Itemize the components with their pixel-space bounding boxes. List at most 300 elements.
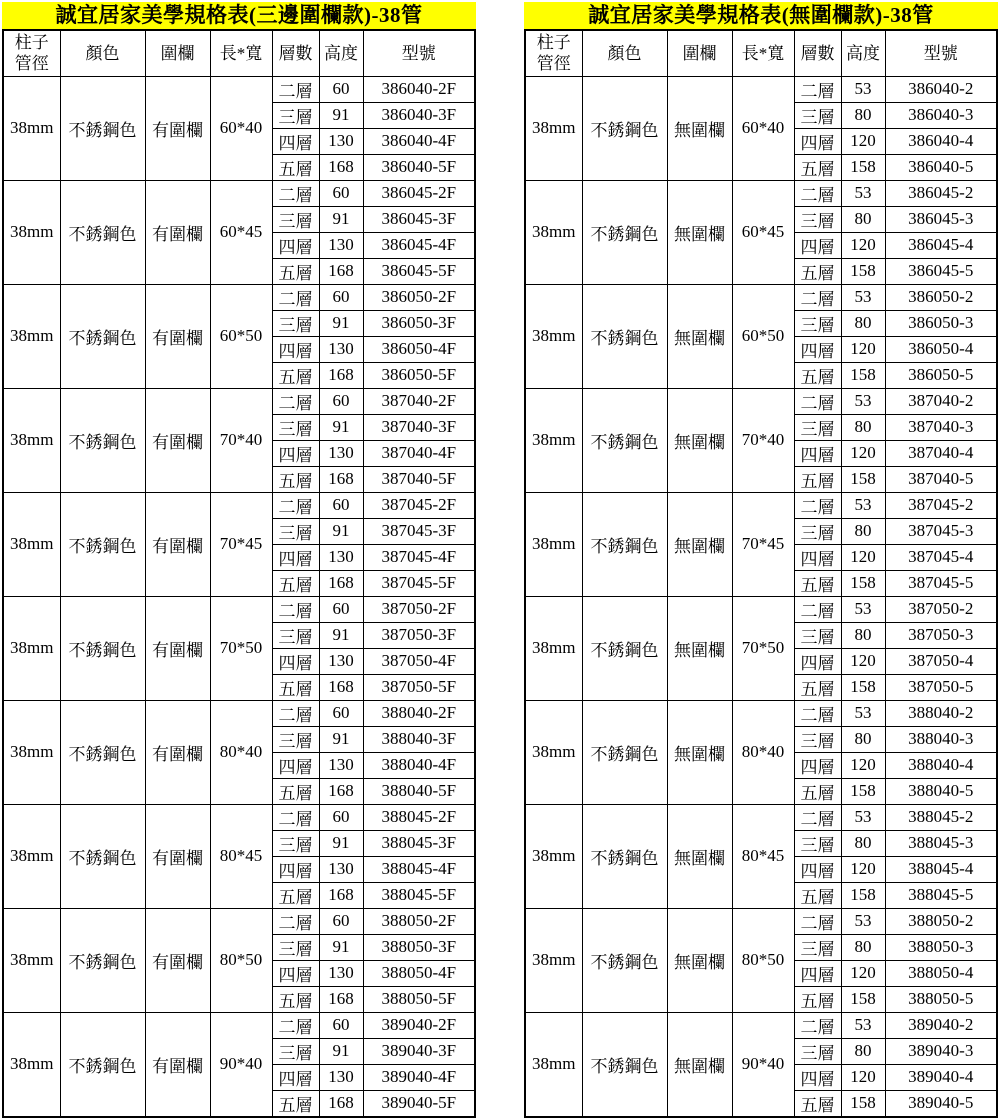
cell-fence: 有圍欄 bbox=[145, 700, 210, 804]
cell-model: 388045-3F bbox=[363, 830, 475, 856]
cell-color: 不銹鋼色 bbox=[60, 492, 145, 596]
table-body-fenced bbox=[3, 76, 475, 1117]
table-row bbox=[3, 596, 475, 622]
cell-height: 120 bbox=[841, 128, 885, 154]
cell-height: 120 bbox=[841, 648, 885, 674]
cell-size: 60*45 bbox=[732, 180, 794, 284]
cell-model: 388040-3 bbox=[885, 726, 997, 752]
cell-height: 158 bbox=[841, 466, 885, 492]
cell-color: 不銹鋼色 bbox=[60, 908, 145, 1012]
cell-size: 70*50 bbox=[732, 596, 794, 700]
cell-height: 120 bbox=[841, 544, 885, 570]
cell-pillar-diameter: 38mm bbox=[3, 700, 60, 804]
table-title-unfenced: 誠宜居家美學規格表(無圍欄款)-38管 bbox=[524, 2, 998, 29]
cell-height: 91 bbox=[319, 414, 363, 440]
cell-height: 60 bbox=[319, 908, 363, 934]
cell-model: 386040-4 bbox=[885, 128, 997, 154]
cell-height: 60 bbox=[319, 76, 363, 102]
cell-model: 386045-2F bbox=[363, 180, 475, 206]
cell-pillar-diameter: 38mm bbox=[525, 804, 582, 908]
cell-fence: 有圍欄 bbox=[145, 180, 210, 284]
cell-fence: 無圍欄 bbox=[667, 596, 732, 700]
cell-size: 80*45 bbox=[732, 804, 794, 908]
cell-color: 不銹鋼色 bbox=[582, 388, 667, 492]
cell-model: 388040-4F bbox=[363, 752, 475, 778]
table-row bbox=[3, 804, 475, 830]
cell-layers: 二層 bbox=[272, 388, 319, 414]
cell-height: 91 bbox=[319, 206, 363, 232]
cell-layers: 五層 bbox=[272, 258, 319, 284]
cell-color: 不銹鋼色 bbox=[60, 76, 145, 180]
cell-fence: 有圍欄 bbox=[145, 908, 210, 1012]
cell-layers: 四層 bbox=[272, 648, 319, 674]
cell-layers: 五層 bbox=[272, 570, 319, 596]
cell-height: 60 bbox=[319, 492, 363, 518]
cell-layers: 五層 bbox=[794, 362, 841, 388]
spec-grid-fenced bbox=[2, 29, 476, 1118]
cell-layers: 三層 bbox=[272, 622, 319, 648]
cell-fence: 無圍欄 bbox=[667, 180, 732, 284]
cell-model: 388040-2F bbox=[363, 700, 475, 726]
cell-model: 387050-2F bbox=[363, 596, 475, 622]
cell-layers: 四層 bbox=[794, 128, 841, 154]
cell-height: 168 bbox=[319, 778, 363, 804]
cell-size: 70*45 bbox=[732, 492, 794, 596]
cell-pillar-diameter: 38mm bbox=[3, 908, 60, 1012]
table-row bbox=[3, 180, 475, 206]
cell-model: 386050-2 bbox=[885, 284, 997, 310]
table-body-unfenced bbox=[525, 76, 997, 1117]
cell-height: 158 bbox=[841, 258, 885, 284]
cell-height: 130 bbox=[319, 648, 363, 674]
cell-height: 168 bbox=[319, 466, 363, 492]
cell-color: 不銹鋼色 bbox=[582, 1012, 667, 1117]
cell-fence: 有圍欄 bbox=[145, 1012, 210, 1117]
cell-fence: 無圍欄 bbox=[667, 388, 732, 492]
cell-height: 168 bbox=[319, 882, 363, 908]
cell-model: 386050-2F bbox=[363, 284, 475, 310]
cell-layers: 三層 bbox=[272, 1038, 319, 1064]
cell-height: 168 bbox=[319, 674, 363, 700]
cell-height: 158 bbox=[841, 778, 885, 804]
cell-model: 389040-4 bbox=[885, 1064, 997, 1090]
table-row bbox=[525, 1012, 997, 1038]
cell-layers: 四層 bbox=[272, 232, 319, 258]
cell-layers: 三層 bbox=[794, 310, 841, 336]
cell-layers: 五層 bbox=[794, 570, 841, 596]
cell-height: 53 bbox=[841, 180, 885, 206]
cell-layers: 三層 bbox=[794, 726, 841, 752]
cell-layers: 二層 bbox=[272, 180, 319, 206]
cell-pillar-diameter: 38mm bbox=[525, 908, 582, 1012]
header-color: 顏色 bbox=[60, 30, 145, 76]
cell-model: 387045-2F bbox=[363, 492, 475, 518]
cell-height: 168 bbox=[319, 258, 363, 284]
cell-height: 80 bbox=[841, 934, 885, 960]
cell-fence: 有圍欄 bbox=[145, 284, 210, 388]
cell-height: 80 bbox=[841, 206, 885, 232]
header-pillar-diameter bbox=[3, 30, 60, 76]
header-color: 顏色 bbox=[582, 30, 667, 76]
cell-fence: 有圍欄 bbox=[145, 804, 210, 908]
cell-layers: 五層 bbox=[794, 466, 841, 492]
cell-color: 不銹鋼色 bbox=[582, 284, 667, 388]
cell-height: 120 bbox=[841, 856, 885, 882]
cell-model: 388040-3F bbox=[363, 726, 475, 752]
cell-model: 388040-5 bbox=[885, 778, 997, 804]
cell-layers: 二層 bbox=[272, 76, 319, 102]
cell-pillar-diameter: 38mm bbox=[525, 1012, 582, 1117]
cell-model: 389040-4F bbox=[363, 1064, 475, 1090]
cell-height: 53 bbox=[841, 596, 885, 622]
cell-layers: 五層 bbox=[794, 674, 841, 700]
cell-fence: 無圍欄 bbox=[667, 908, 732, 1012]
cell-height: 158 bbox=[841, 570, 885, 596]
cell-model: 387040-2 bbox=[885, 388, 997, 414]
cell-model: 387050-3 bbox=[885, 622, 997, 648]
cell-model: 388040-4 bbox=[885, 752, 997, 778]
cell-model: 388050-4F bbox=[363, 960, 475, 986]
cell-layers: 五層 bbox=[272, 778, 319, 804]
spec-table-unfenced bbox=[524, 2, 998, 1118]
cell-layers: 四層 bbox=[794, 1064, 841, 1090]
cell-layers: 四層 bbox=[794, 440, 841, 466]
cell-model: 386045-3 bbox=[885, 206, 997, 232]
cell-height: 120 bbox=[841, 960, 885, 986]
header-pillar-diameter-line2: 管徑 bbox=[14, 54, 49, 74]
cell-pillar-diameter: 38mm bbox=[3, 76, 60, 180]
cell-height: 158 bbox=[841, 986, 885, 1012]
cell-model: 387040-4F bbox=[363, 440, 475, 466]
spec-table-fenced bbox=[2, 2, 476, 1118]
cell-color: 不銹鋼色 bbox=[60, 388, 145, 492]
cell-model: 388045-5 bbox=[885, 882, 997, 908]
cell-layers: 三層 bbox=[272, 518, 319, 544]
cell-model: 387045-4F bbox=[363, 544, 475, 570]
cell-height: 130 bbox=[319, 1064, 363, 1090]
cell-model: 388045-2F bbox=[363, 804, 475, 830]
table-row bbox=[525, 804, 997, 830]
cell-size: 60*50 bbox=[732, 284, 794, 388]
cell-model: 387040-5 bbox=[885, 466, 997, 492]
cell-height: 91 bbox=[319, 102, 363, 128]
cell-model: 386050-5 bbox=[885, 362, 997, 388]
cell-size: 70*40 bbox=[732, 388, 794, 492]
cell-color: 不銹鋼色 bbox=[60, 284, 145, 388]
cell-layers: 四層 bbox=[794, 752, 841, 778]
cell-height: 91 bbox=[319, 622, 363, 648]
cell-layers: 五層 bbox=[272, 1090, 319, 1117]
cell-height: 60 bbox=[319, 804, 363, 830]
table-row bbox=[525, 180, 997, 206]
cell-model: 386045-4 bbox=[885, 232, 997, 258]
cell-size: 70*40 bbox=[210, 388, 272, 492]
cell-height: 120 bbox=[841, 752, 885, 778]
header-size: 長*寬 bbox=[732, 30, 794, 76]
cell-model: 387050-5 bbox=[885, 674, 997, 700]
cell-height: 53 bbox=[841, 700, 885, 726]
cell-model: 387050-5F bbox=[363, 674, 475, 700]
cell-layers: 四層 bbox=[794, 856, 841, 882]
cell-size: 80*50 bbox=[732, 908, 794, 1012]
cell-color: 不銹鋼色 bbox=[60, 180, 145, 284]
cell-color: 不銹鋼色 bbox=[582, 596, 667, 700]
cell-model: 386040-5F bbox=[363, 154, 475, 180]
cell-height: 130 bbox=[319, 440, 363, 466]
cell-layers: 二層 bbox=[794, 804, 841, 830]
cell-layers: 四層 bbox=[272, 128, 319, 154]
cell-model: 387045-3F bbox=[363, 518, 475, 544]
cell-layers: 二層 bbox=[794, 1012, 841, 1038]
cell-height: 60 bbox=[319, 284, 363, 310]
cell-model: 388050-5 bbox=[885, 986, 997, 1012]
cell-size: 90*40 bbox=[732, 1012, 794, 1117]
cell-height: 91 bbox=[319, 726, 363, 752]
cell-layers: 二層 bbox=[272, 492, 319, 518]
cell-layers: 二層 bbox=[794, 76, 841, 102]
cell-color: 不銹鋼色 bbox=[582, 908, 667, 1012]
cell-model: 389040-5F bbox=[363, 1090, 475, 1117]
cell-layers: 三層 bbox=[272, 726, 319, 752]
cell-height: 53 bbox=[841, 1012, 885, 1038]
cell-layers: 四層 bbox=[272, 544, 319, 570]
cell-layers: 五層 bbox=[794, 986, 841, 1012]
cell-model: 386045-3F bbox=[363, 206, 475, 232]
header-pillar-diameter-line2: 管徑 bbox=[536, 54, 571, 74]
cell-size: 90*40 bbox=[210, 1012, 272, 1117]
header-fence: 圍欄 bbox=[145, 30, 210, 76]
cell-model: 386045-2 bbox=[885, 180, 997, 206]
cell-height: 53 bbox=[841, 908, 885, 934]
table-row bbox=[3, 76, 475, 102]
cell-model: 388045-2 bbox=[885, 804, 997, 830]
cell-model: 386050-5F bbox=[363, 362, 475, 388]
cell-height: 80 bbox=[841, 1038, 885, 1064]
table-row bbox=[525, 908, 997, 934]
cell-color: 不銹鋼色 bbox=[60, 1012, 145, 1117]
cell-pillar-diameter: 38mm bbox=[525, 76, 582, 180]
cell-model: 388045-3 bbox=[885, 830, 997, 856]
cell-layers: 三層 bbox=[272, 830, 319, 856]
header-pillar-diameter bbox=[525, 30, 582, 76]
header-row bbox=[525, 30, 997, 76]
cell-height: 158 bbox=[841, 1090, 885, 1117]
table-row bbox=[525, 492, 997, 518]
table-row bbox=[3, 700, 475, 726]
cell-model: 388050-2F bbox=[363, 908, 475, 934]
table-row bbox=[525, 596, 997, 622]
table-row bbox=[3, 908, 475, 934]
cell-model: 388045-4 bbox=[885, 856, 997, 882]
cell-model: 386040-3 bbox=[885, 102, 997, 128]
cell-fence: 無圍欄 bbox=[667, 492, 732, 596]
cell-height: 91 bbox=[319, 310, 363, 336]
cell-layers: 四層 bbox=[794, 960, 841, 986]
cell-model: 386050-3 bbox=[885, 310, 997, 336]
cell-model: 389040-3F bbox=[363, 1038, 475, 1064]
cell-layers: 二層 bbox=[794, 700, 841, 726]
cell-layers: 二層 bbox=[272, 804, 319, 830]
cell-layers: 四層 bbox=[272, 440, 319, 466]
cell-model: 387040-2F bbox=[363, 388, 475, 414]
cell-pillar-diameter: 38mm bbox=[3, 284, 60, 388]
cell-height: 130 bbox=[319, 752, 363, 778]
cell-layers: 三層 bbox=[794, 1038, 841, 1064]
table-row bbox=[3, 388, 475, 414]
header-height: 高度 bbox=[841, 30, 885, 76]
cell-layers: 二層 bbox=[794, 180, 841, 206]
table-row bbox=[3, 1012, 475, 1038]
cell-color: 不銹鋼色 bbox=[60, 804, 145, 908]
cell-layers: 四層 bbox=[794, 232, 841, 258]
cell-height: 168 bbox=[319, 1090, 363, 1117]
cell-layers: 二層 bbox=[272, 284, 319, 310]
table-row bbox=[525, 76, 997, 102]
cell-model: 386050-4 bbox=[885, 336, 997, 362]
cell-model: 386045-5F bbox=[363, 258, 475, 284]
cell-fence: 無圍欄 bbox=[667, 284, 732, 388]
cell-model: 388050-3F bbox=[363, 934, 475, 960]
cell-height: 80 bbox=[841, 830, 885, 856]
header-pillar-diameter-line1: 柱子 bbox=[536, 33, 571, 53]
cell-layers: 三層 bbox=[794, 102, 841, 128]
cell-layers: 三層 bbox=[794, 830, 841, 856]
cell-model: 389040-3 bbox=[885, 1038, 997, 1064]
cell-size: 80*40 bbox=[210, 700, 272, 804]
cell-fence: 無圍欄 bbox=[667, 700, 732, 804]
cell-model: 387050-4 bbox=[885, 648, 997, 674]
header-height: 高度 bbox=[319, 30, 363, 76]
cell-layers: 四層 bbox=[272, 336, 319, 362]
cell-model: 387040-5F bbox=[363, 466, 475, 492]
cell-layers: 五層 bbox=[272, 674, 319, 700]
cell-layers: 五層 bbox=[794, 778, 841, 804]
cell-layers: 三層 bbox=[272, 206, 319, 232]
cell-model: 387040-4 bbox=[885, 440, 997, 466]
cell-model: 387050-3F bbox=[363, 622, 475, 648]
cell-size: 80*45 bbox=[210, 804, 272, 908]
cell-model: 388040-2 bbox=[885, 700, 997, 726]
cell-model: 389040-2 bbox=[885, 1012, 997, 1038]
table-row bbox=[3, 284, 475, 310]
cell-layers: 四層 bbox=[272, 856, 319, 882]
header-model: 型號 bbox=[363, 30, 475, 76]
cell-layers: 三層 bbox=[794, 622, 841, 648]
header-model: 型號 bbox=[885, 30, 997, 76]
cell-color: 不銹鋼色 bbox=[582, 492, 667, 596]
cell-model: 386040-4F bbox=[363, 128, 475, 154]
cell-height: 80 bbox=[841, 414, 885, 440]
cell-color: 不銹鋼色 bbox=[582, 180, 667, 284]
cell-fence: 有圍欄 bbox=[145, 76, 210, 180]
cell-layers: 五層 bbox=[794, 258, 841, 284]
cell-height: 60 bbox=[319, 1012, 363, 1038]
table-row bbox=[525, 700, 997, 726]
header-layers: 層數 bbox=[272, 30, 319, 76]
cell-height: 80 bbox=[841, 102, 885, 128]
cell-model: 389040-2F bbox=[363, 1012, 475, 1038]
cell-size: 80*40 bbox=[732, 700, 794, 804]
cell-model: 388045-5F bbox=[363, 882, 475, 908]
cell-model: 386045-5 bbox=[885, 258, 997, 284]
cell-pillar-diameter: 38mm bbox=[3, 596, 60, 700]
cell-layers: 二層 bbox=[794, 908, 841, 934]
cell-layers: 二層 bbox=[272, 596, 319, 622]
cell-layers: 五層 bbox=[272, 986, 319, 1012]
cell-height: 130 bbox=[319, 856, 363, 882]
spec-grid-unfenced bbox=[524, 29, 998, 1118]
cell-model: 387045-3 bbox=[885, 518, 997, 544]
cell-height: 168 bbox=[319, 570, 363, 596]
cell-layers: 四層 bbox=[794, 648, 841, 674]
cell-layers: 四層 bbox=[794, 336, 841, 362]
cell-model: 387050-4F bbox=[363, 648, 475, 674]
cell-height: 120 bbox=[841, 336, 885, 362]
cell-layers: 四層 bbox=[794, 544, 841, 570]
cell-size: 60*40 bbox=[732, 76, 794, 180]
cell-height: 53 bbox=[841, 76, 885, 102]
cell-height: 60 bbox=[319, 388, 363, 414]
cell-model: 387045-5 bbox=[885, 570, 997, 596]
table-row bbox=[525, 388, 997, 414]
cell-height: 60 bbox=[319, 700, 363, 726]
cell-model: 386040-3F bbox=[363, 102, 475, 128]
cell-size: 70*50 bbox=[210, 596, 272, 700]
cell-height: 53 bbox=[841, 284, 885, 310]
cell-layers: 二層 bbox=[794, 596, 841, 622]
cell-height: 130 bbox=[319, 128, 363, 154]
cell-model: 387050-2 bbox=[885, 596, 997, 622]
cell-model: 386050-4F bbox=[363, 336, 475, 362]
cell-height: 158 bbox=[841, 154, 885, 180]
cell-layers: 五層 bbox=[272, 362, 319, 388]
cell-layers: 二層 bbox=[794, 492, 841, 518]
cell-fence: 有圍欄 bbox=[145, 596, 210, 700]
cell-height: 60 bbox=[319, 180, 363, 206]
cell-height: 80 bbox=[841, 622, 885, 648]
cell-pillar-diameter: 38mm bbox=[525, 492, 582, 596]
cell-model: 388050-3 bbox=[885, 934, 997, 960]
cell-layers: 四層 bbox=[272, 960, 319, 986]
cell-layers: 四層 bbox=[272, 1064, 319, 1090]
header-size: 長*寬 bbox=[210, 30, 272, 76]
cell-layers: 五層 bbox=[272, 154, 319, 180]
cell-pillar-diameter: 38mm bbox=[525, 284, 582, 388]
cell-pillar-diameter: 38mm bbox=[525, 388, 582, 492]
cell-model: 386040-2 bbox=[885, 76, 997, 102]
cell-fence: 無圍欄 bbox=[667, 804, 732, 908]
cell-pillar-diameter: 38mm bbox=[3, 804, 60, 908]
cell-model: 387040-3 bbox=[885, 414, 997, 440]
cell-layers: 三層 bbox=[272, 934, 319, 960]
cell-layers: 三層 bbox=[794, 414, 841, 440]
cell-height: 53 bbox=[841, 388, 885, 414]
cell-model: 386040-5 bbox=[885, 154, 997, 180]
cell-height: 60 bbox=[319, 596, 363, 622]
cell-layers: 四層 bbox=[272, 752, 319, 778]
cell-layers: 二層 bbox=[272, 700, 319, 726]
cell-model: 386040-2F bbox=[363, 76, 475, 102]
cell-pillar-diameter: 38mm bbox=[525, 700, 582, 804]
cell-height: 158 bbox=[841, 882, 885, 908]
cell-model: 387045-4 bbox=[885, 544, 997, 570]
cell-color: 不銹鋼色 bbox=[582, 76, 667, 180]
cell-height: 168 bbox=[319, 362, 363, 388]
cell-layers: 三層 bbox=[794, 518, 841, 544]
cell-size: 70*45 bbox=[210, 492, 272, 596]
cell-size: 60*50 bbox=[210, 284, 272, 388]
cell-model: 388050-4 bbox=[885, 960, 997, 986]
